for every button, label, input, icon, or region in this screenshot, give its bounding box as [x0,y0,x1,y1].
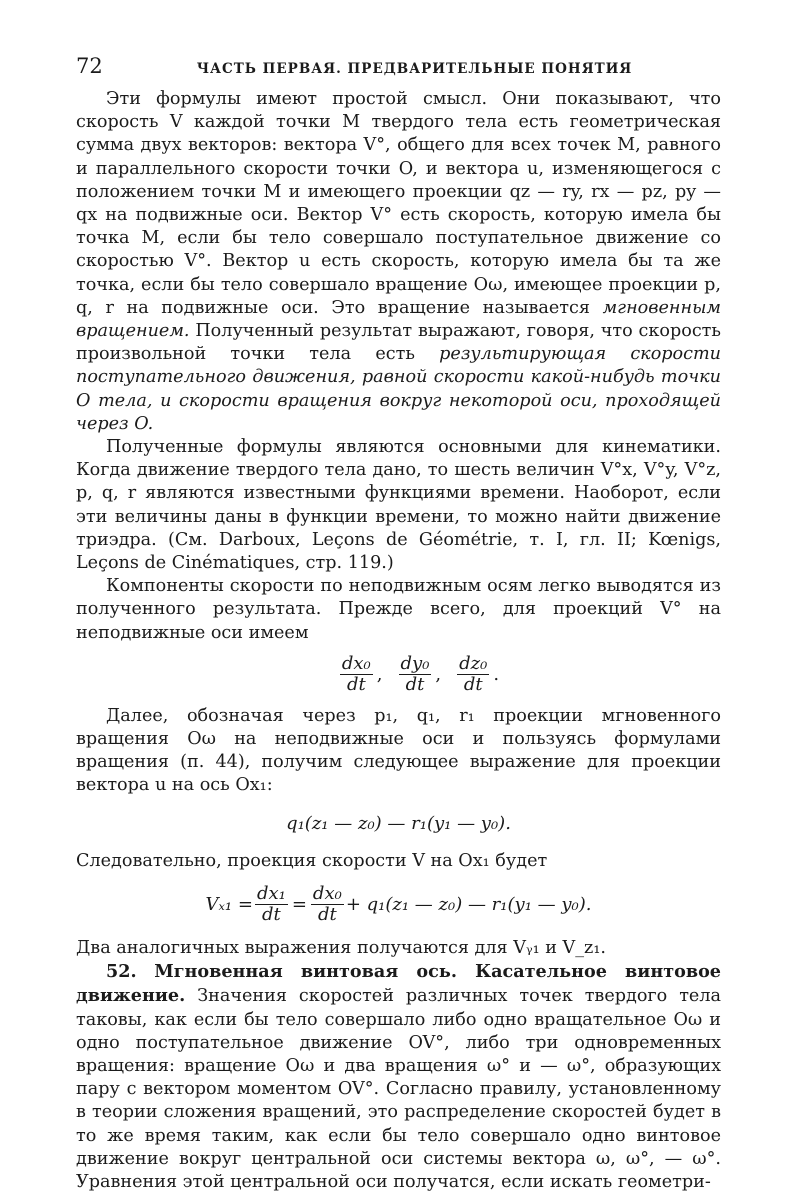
formula-u-projection: q₁(z₁ — z₀) — r₁(y₁ — y₀). [286,813,511,835]
equals-sign: = [291,894,307,916]
numerator: dz₀ [459,653,488,675]
denominator: dt [405,674,425,696]
paragraph-velocity-meaning [76,88,721,436]
book-page [76,54,721,1194]
paragraph-kinematics-basics: Полученные формулы являются основными для кинематики. Когда движение твердого тела дано, то шесть величин V°x, V°y, V°z, p, q, r являются известными функциями времени. Наоборот, если эти величины даны в функции времени, то можно найти движение триэдра. (См. Darboux, Leçons de Géométrie, т. I, гл. II; Kœnigs, Leçons de Cinématiques, стр. 119.) [76,437,721,574]
fraction-dz0 [457,654,489,695]
page-header [76,54,721,88]
emphasis-instant-rotation: мгновенным вращением. [76,297,721,342]
numerator: dx₁ [256,883,286,905]
numerator: dy₀ [400,653,430,675]
paragraph-velocity-projection: Следовательно, проекция скорости V на Ox₁ будет [76,850,548,871]
emphasis-resultant-velocity: результирующая скорости поступательного движения, равной скорости какой-нибудь точки O тела, и скорости вращения вокруг некоторой оси, проходящей через O. [76,344,722,434]
section-number: 52. [106,961,137,983]
paragraph-fixed-axes: Компоненты скорости по неподвижным осям легко выводятся из полученного результата. Прежде всего, для проекций V° на неподвижные оси имеем [76,576,721,643]
denominator: dt [262,904,281,926]
fraction-dy0 [399,654,432,695]
section-52 [76,960,721,1194]
page-number: 72 [76,54,103,78]
fraction-dx0 [340,654,373,695]
section-title: Мгновенная винтовая ось. Касательное винтовое движение. [76,961,721,1007]
formula-rhs: + q₁(z₁ — z₀) — r₁(y₁ — y₀). [345,894,592,916]
numerator: dx₀ [341,653,371,675]
paragraph-analogous: Два аналогичных выражения получаются для Vᵧ₁ и V_z₁. [76,937,606,958]
denominator: dt [463,674,483,696]
paragraph-rotation-projection: Далее, обозначая через p₁, q₁, r₁ проекции мгновенного вращения Oω на неподвижные оси и пользуясь формулами вращения (п. 44), получим следующее выражение для проекции вектора u на ось Ox₁: [76,705,721,796]
formula-lhs: Vₓ₁ = [205,894,253,916]
denominator: dt [346,674,366,696]
fraction-dx0-b [311,884,344,925]
fraction-dx1 [255,884,288,925]
running-title: ЧАСТЬ ПЕРВАЯ. ПРЕДВАРИТЕЛЬНЫЕ ПОНЯТИЯ [196,61,633,77]
numerator: dx₀ [312,883,342,905]
paragraph-text: Эти формулы имеют простой смысл. Они показывают, что скорость V каждой точки M твердого тела есть геометрическая сумма двух векторов: вектора V°, общего для всех точек M, равного и параллельного скорости точки O, и вектора u, изменяющегося с положением точки M и имеющего проекции qz — ry, rx — pz, py — qx на подвижные оси. Вектор V° есть скорость, которую имела бы точка M, если бы тело совершало поступательное движение со скоростью V°. Вектор u есть скорость, которую имела бы та же точка, если бы тело совершало вращение Oω, имеющее проекции p, q, r на подвижные оси. Это вращение называется [76,89,721,318]
denominator: dt [317,904,337,926]
section-text: Значения скоростей различных точек твердого тела таковы, как если бы тело совершало либо одно вращательное Oω и одно поступательное движение OV°, либо три одновременных вращения: вращение Oω и два вращения ω° и — ω°, образующих пару с вектором моментом OV°. Согласно правилу, установленному в теории сложения вращений, это распределение скоростей будет в то же время таким, как если бы тело совершало одно винтовое движение вокруг центральной оси системы вектора ω, ω°, — ω°. Уравнения этой центральной оси получатся, если искать геометри- [76,986,722,1192]
separator: . [493,664,500,686]
separator: , [376,664,383,686]
formula-origin-velocity [116,645,721,705]
separator: , [435,664,442,686]
paragraph-text: Полученный результат выражают, говоря, что скорость произвольной точки тела есть [76,321,721,365]
formula-velocity-x1 [76,873,721,937]
